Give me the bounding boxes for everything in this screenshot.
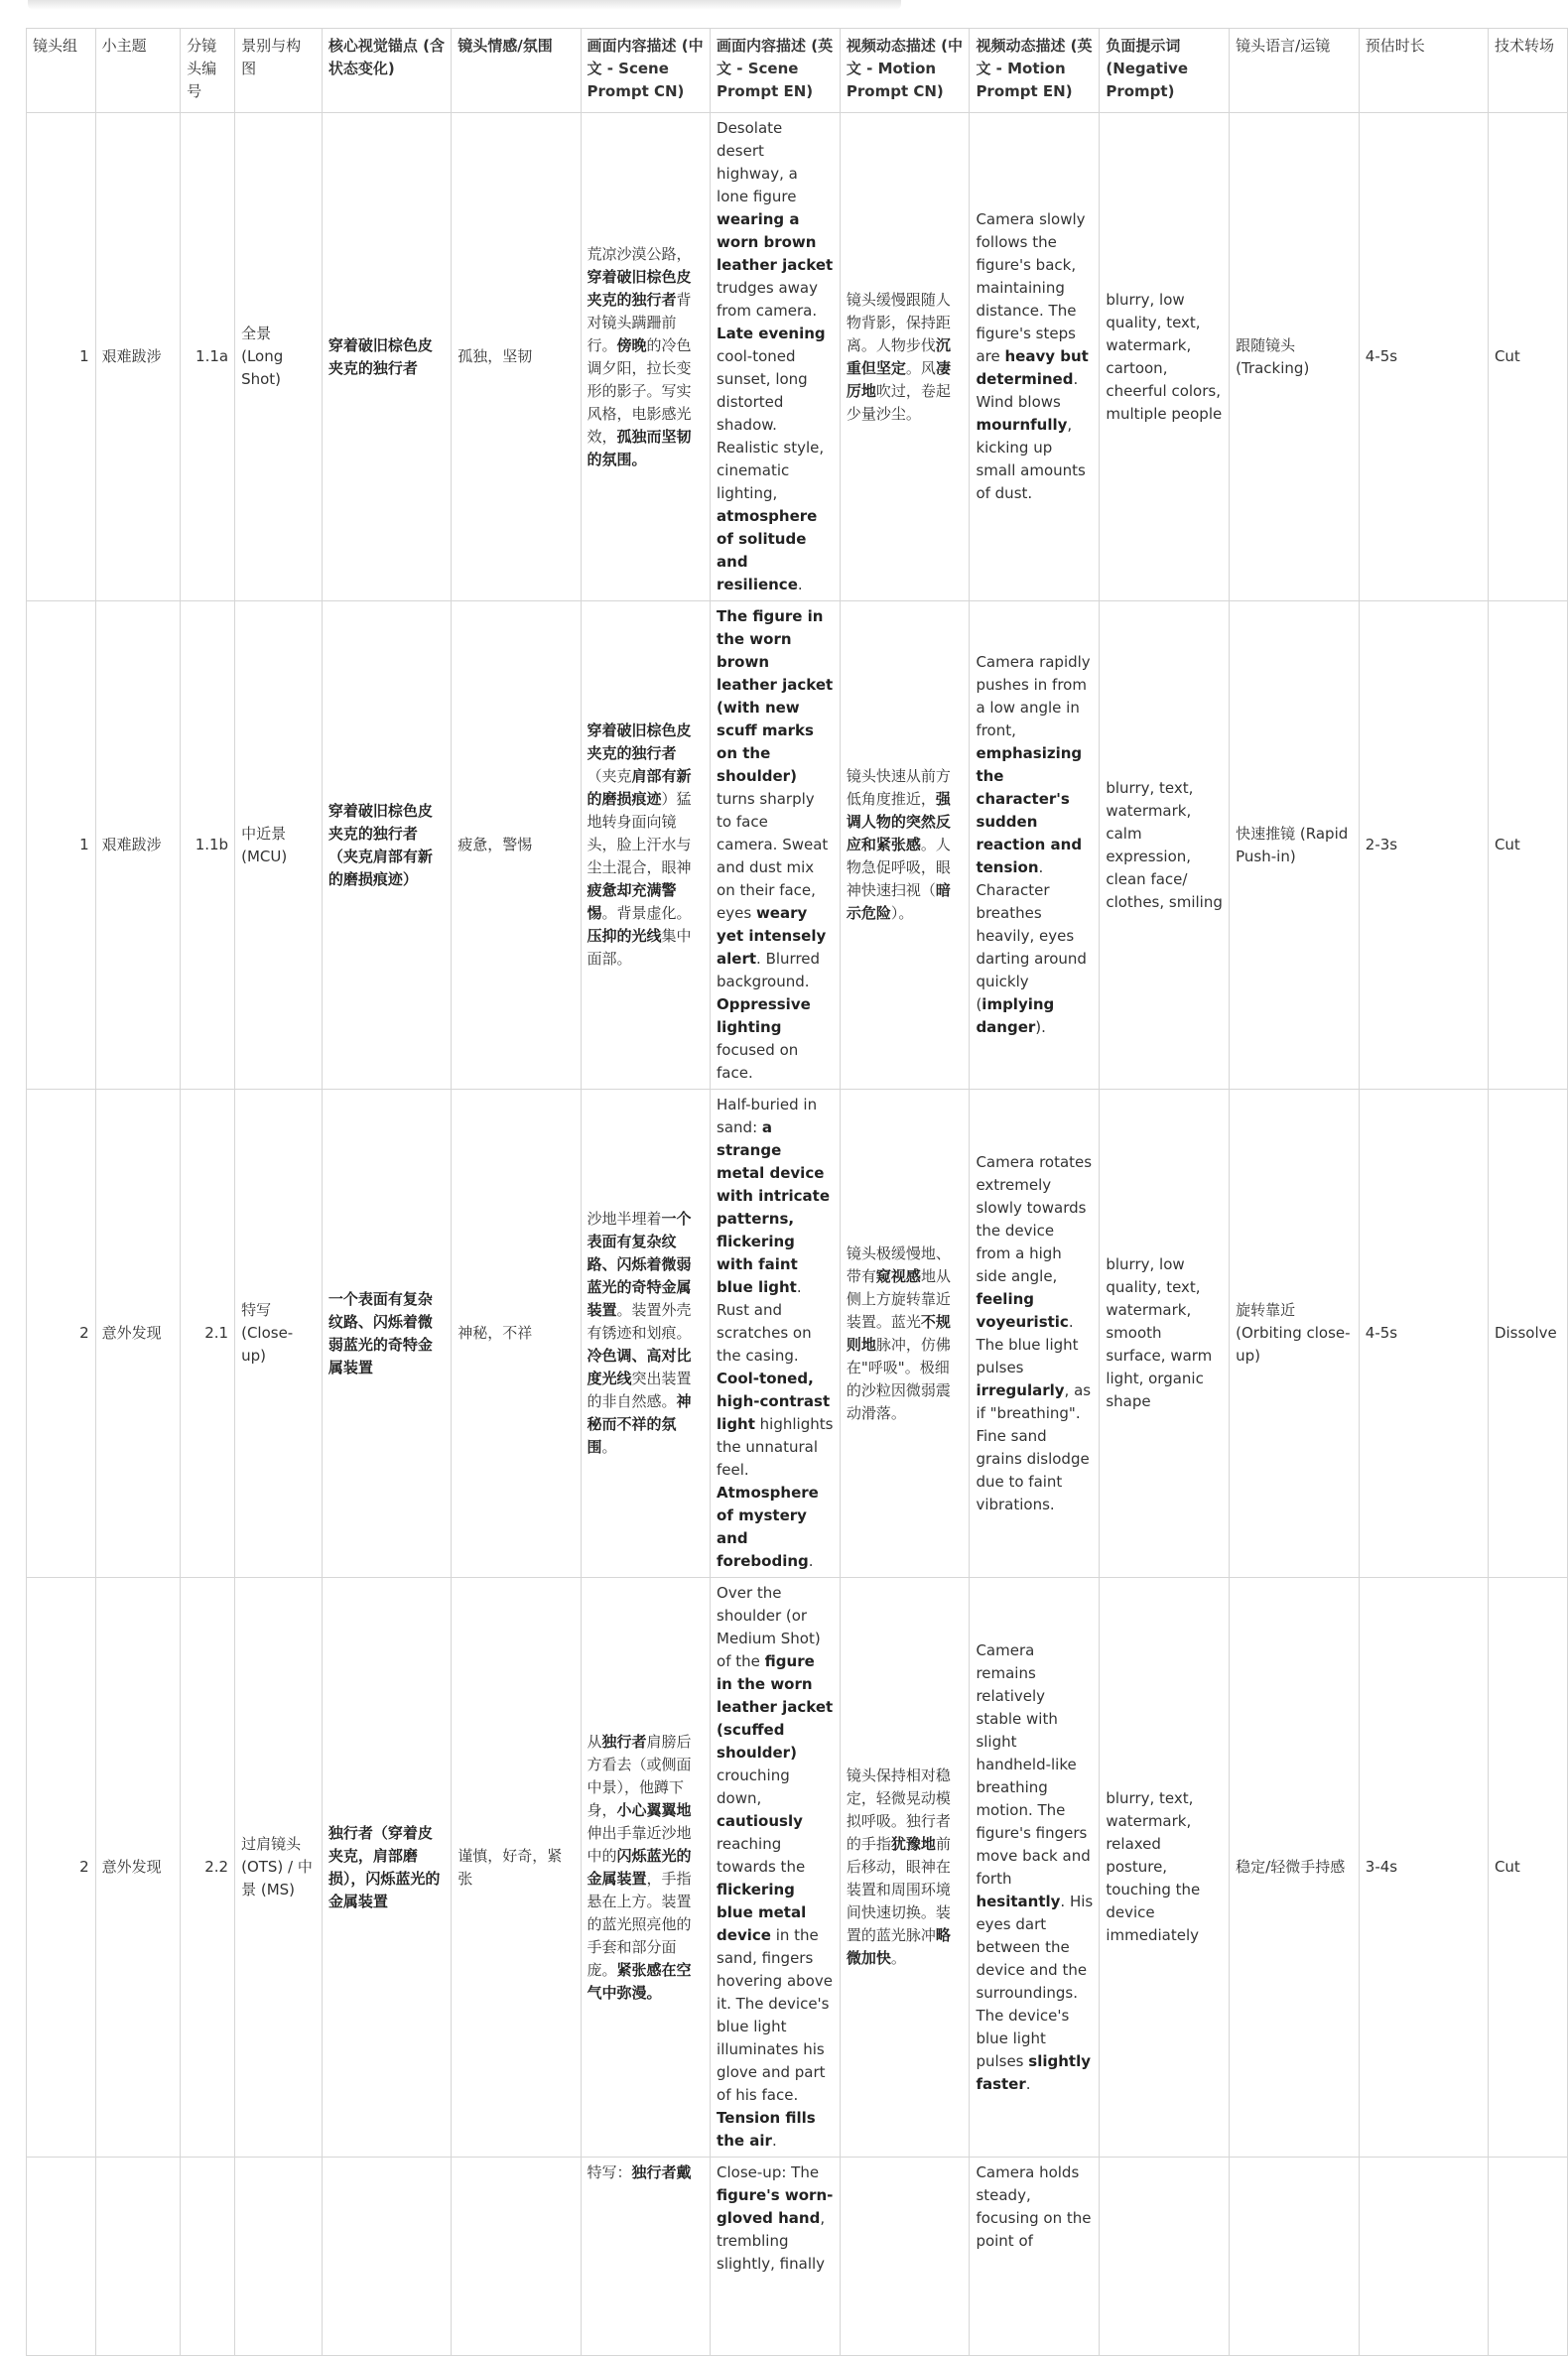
cell-anchor-text: 穿着破旧棕色皮夹克的独行者（夹克肩部有新的磨损痕迹） xyxy=(327,801,433,888)
cell-transition: Cut xyxy=(1488,601,1567,1090)
header-shot-id: 分镜头编号 xyxy=(181,29,235,113)
cell-framing xyxy=(235,2158,323,2356)
plain-text: 吹过，卷起少量沙尘。 xyxy=(846,381,951,423)
cell-scene-cn xyxy=(581,1090,711,1578)
plain-text: 镜头快速从前方低角度推近， xyxy=(846,767,951,808)
emphasis-text: 穿着破旧棕色皮夹克的独行者 xyxy=(587,267,692,309)
emphasis-text: figure in the worn leather jacket (scuffed shoulder) xyxy=(717,1652,834,1762)
plain-text: . Wind blows xyxy=(976,370,1079,411)
plain-text: in the sand, fingers hovering above it. The device's blue light illuminates his glove and part of his face. xyxy=(717,1926,833,2104)
plain-text: reaching towards the xyxy=(717,1835,806,1876)
emphasis-text: slightly faster xyxy=(976,2051,1091,2093)
emphasis-text: 略微加快 xyxy=(846,1926,951,1967)
cell-framing: 中近景 (MCU) xyxy=(235,601,323,1090)
cell-framing: 过肩镜头 (OTS) / 中景 (MS) xyxy=(235,1578,323,2158)
cell-anchor-text: 穿着破旧棕色皮夹克的独行者 xyxy=(327,335,433,377)
cell-group: 2 xyxy=(27,1578,96,2158)
table-row xyxy=(27,2158,1568,2356)
cell-negative: blurry, text, watermark, calm expression, clean face/ clothes, smiling xyxy=(1100,601,1230,1090)
cell-framing: 特写 (Close-up) xyxy=(235,1090,323,1578)
cell-transition: Cut xyxy=(1488,1578,1567,2158)
emphasis-text: feeling voyeuristic xyxy=(976,1289,1069,1331)
plain-text: highlights the unnatural feel. xyxy=(717,1415,834,1479)
plain-text: 从 xyxy=(587,1732,602,1751)
cell-shot-id: 1.1a xyxy=(181,113,235,601)
header-negative: 负面提示词 (Negative Prompt) xyxy=(1100,29,1230,113)
emphasis-text: 不规则地 xyxy=(846,1312,951,1354)
cell-shot-id: 1.1b xyxy=(181,601,235,1090)
cell-anchor xyxy=(322,601,451,1090)
cell-motion-en xyxy=(970,113,1100,601)
emphasis-text: 冷色调、高对比度光线 xyxy=(587,1347,692,1387)
plain-text: . The blue light pulses xyxy=(976,1312,1079,1376)
cell-motion-en xyxy=(970,601,1100,1090)
cell-scene-en xyxy=(711,1090,841,1578)
header-motion-cn: 视频动态描述 (中文 - Motion Prompt CN) xyxy=(840,29,970,113)
cell-duration: 2-3s xyxy=(1359,601,1488,1090)
plain-text: 。 xyxy=(601,1438,617,1456)
emphasis-text: 独行者 xyxy=(601,1732,647,1751)
cell-anchor xyxy=(322,1090,451,1578)
cell-transition xyxy=(1488,2158,1567,2356)
cell-motion-en xyxy=(970,1578,1100,2158)
cell-duration: 4-5s xyxy=(1359,113,1488,601)
plain-text: . xyxy=(797,576,803,593)
emphasis-text: implying danger xyxy=(976,995,1055,1036)
header-mood: 镜头情感/氛围 xyxy=(452,29,581,113)
table-row xyxy=(27,601,1568,1090)
header-topic: 小主题 xyxy=(95,29,181,113)
plain-text: 脉冲，仿佛在"呼吸"。极细的沙粒因微弱震动滑落。 xyxy=(846,1335,951,1422)
emphasis-text: 肩部有新的磨损痕迹 xyxy=(587,767,692,808)
plain-text: 。风 xyxy=(905,358,936,377)
cell-motion-cn xyxy=(840,113,970,601)
cell-duration: 4-5s xyxy=(1359,1090,1488,1578)
cell-anchor-text: 一个表面有复杂纹路、闪烁着微弱蓝光的奇特金属装置 xyxy=(327,1289,433,1376)
cell-topic: 意外发现 xyxy=(95,1090,181,1578)
cell-negative xyxy=(1100,2158,1230,2356)
plain-text: . Rust and scratches on the casing. xyxy=(717,1278,812,1365)
emphasis-text: 傍晚 xyxy=(616,335,647,354)
emphasis-text: 窥视感 xyxy=(875,1266,921,1285)
cell-mood: 孤独，坚韧 xyxy=(452,113,581,601)
emphasis-text: 穿着破旧棕色皮夹克的独行者 xyxy=(587,721,692,762)
cell-negative: blurry, low quality, text, watermark, cartoon, cheerful colors, multiple people xyxy=(1100,113,1230,601)
emphasis-text: atmosphere of solitude and resilience xyxy=(717,507,818,593)
cell-motion-en xyxy=(970,2158,1100,2356)
cell-shot-id: 2.1 xyxy=(181,1090,235,1578)
header-motion-en: 视频动态描述 (英文 - Motion Prompt EN) xyxy=(970,29,1100,113)
cell-mood xyxy=(452,2158,581,2356)
cell-anchor xyxy=(322,2158,451,2356)
cell-motion-en xyxy=(970,1090,1100,1578)
table-row xyxy=(27,1090,1568,1578)
table-body xyxy=(27,113,1568,2356)
cell-group: 2 xyxy=(27,1090,96,1578)
plain-text: Close-up: The xyxy=(717,2163,820,2181)
plain-text: 集中面部。 xyxy=(587,927,692,968)
emphasis-text: 犹豫地 xyxy=(890,1835,936,1853)
plain-text: , trembling slightly, finally xyxy=(717,2209,826,2273)
plain-text: ）猛地转身面向镜头，脸上汗水与尘土混合，眼神 xyxy=(587,790,692,876)
plain-text: 突出装置的非自然感。 xyxy=(587,1370,692,1410)
cell-mood: 神秘，不祥 xyxy=(452,1090,581,1578)
cell-topic: 意外发现 xyxy=(95,1578,181,2158)
emphasis-text: 闪烁蓝光的金属装置 xyxy=(587,1846,692,1888)
emphasis-text: Atmosphere of mystery and foreboding xyxy=(717,1484,819,1570)
plain-text: 镜头保持相对稳定，轻微晃动模拟呼吸。独行者的手指 xyxy=(846,1767,951,1853)
cell-camera: 旋转靠近 (Orbiting close-up) xyxy=(1230,1090,1360,1578)
plain-text: 。人物急促呼吸，眼神快速扫视（ xyxy=(846,836,951,899)
plain-text: 特写： xyxy=(587,2163,632,2181)
emphasis-text: flickering blue metal device xyxy=(717,1881,807,1944)
emphasis-text: a strange metal device with intricate patterns, flickering with faint blue light xyxy=(717,1118,830,1296)
cell-group xyxy=(27,2158,96,2356)
plain-text: 肩膀后方看去（或侧面中景），他蹲下身， xyxy=(587,1732,692,1819)
header-anchor: 核心视觉锚点 (含状态变化) xyxy=(322,29,451,113)
plain-text: cool-toned sunset, long distorted shadow. Realistic style, cinematic lighting, xyxy=(717,347,825,502)
cell-anchor-text: 独行者（穿着皮夹克，肩部磨损），闪烁蓝光的金属装置 xyxy=(327,1823,441,1910)
plain-text: Camera rotates extremely slowly towards the device from a high side angle, xyxy=(976,1152,1093,1285)
plain-text: Camera slowly follows the figure's back, maintaining distance. The figure's steps are xyxy=(976,210,1086,365)
plain-text: . xyxy=(771,2132,777,2150)
plain-text: ，手指悬在上方。装置的蓝光照亮他的手套和部分面庞。 xyxy=(587,1869,692,1979)
emphasis-text: 孤独而坚韧的氛围。 xyxy=(587,427,692,468)
emphasis-text: mournfully xyxy=(976,416,1068,434)
emphasis-text: figure's worn-gloved hand xyxy=(717,2186,834,2227)
plain-text: . xyxy=(808,1552,814,1570)
cell-scene-cn xyxy=(581,113,711,601)
plain-text: 。装置外壳有锈迹和划痕。 xyxy=(587,1301,692,1342)
cell-scene-en xyxy=(711,113,841,601)
cell-scene-en xyxy=(711,601,841,1090)
storyboard-table xyxy=(26,28,1568,2356)
cell-transition: Cut xyxy=(1488,113,1567,601)
emphasis-text: 一个表面有复杂纹路、闪烁着微弱蓝光的奇特金属装置 xyxy=(587,1210,692,1319)
cell-scene-cn xyxy=(581,601,711,1090)
cell-camera xyxy=(1230,2158,1360,2356)
cell-camera: 稳定/轻微手持感 xyxy=(1230,1578,1360,2158)
cell-framing: 全景 (Long Shot) xyxy=(235,113,323,601)
plain-text: 沙地半埋着 xyxy=(587,1210,662,1228)
emphasis-text: 压抑的光线 xyxy=(587,927,662,945)
cell-anchor xyxy=(322,113,451,601)
plain-text: ）。 xyxy=(890,904,914,922)
plain-text: 镜头缓慢跟随人物背影，保持距离。人物步伐 xyxy=(846,290,951,354)
storyboard-table-container xyxy=(26,28,1568,2356)
cell-duration: 3-4s xyxy=(1359,1578,1488,2158)
cell-group: 1 xyxy=(27,113,96,601)
cell-topic: 艰难跋涉 xyxy=(95,113,181,601)
header-duration: 预估时长 xyxy=(1359,29,1488,113)
emphasis-text: 紧张感在空气中弥漫。 xyxy=(587,1960,692,2002)
plain-text: 伸出手靠近沙地中的 xyxy=(587,1823,692,1865)
cell-scene-cn xyxy=(581,1578,711,2158)
plain-text: （夹克 xyxy=(587,767,632,785)
emphasis-text: 独行者戴 xyxy=(631,2163,692,2181)
emphasis-text: heavy but determined xyxy=(976,347,1089,388)
plain-text: 地从侧上方旋转靠近装置。蓝光 xyxy=(846,1266,951,1331)
emphasis-text: 神秘而不祥的氛围 xyxy=(587,1392,692,1456)
cell-topic: 艰难跋涉 xyxy=(95,601,181,1090)
plain-text: focused on face. xyxy=(717,1041,799,1082)
cell-group: 1 xyxy=(27,601,96,1090)
emphasis-text: emphasizing the character's sudden reaction and tension xyxy=(976,744,1083,876)
plain-text: . His eyes dart between the device and the surroundings. The device's blue light pulses xyxy=(976,1892,1094,2070)
cell-mood: 疲惫，警惕 xyxy=(452,601,581,1090)
plain-text: , kicking up small amounts of dust. xyxy=(976,416,1086,502)
cell-negative: blurry, text, watermark, relaxed posture, touching the device immediately xyxy=(1100,1578,1230,2158)
cell-anchor xyxy=(322,1578,451,2158)
emphasis-text: Late evening xyxy=(717,325,826,342)
plain-text: . Blurred background. xyxy=(717,950,821,990)
plain-text: 。背景虚化。 xyxy=(601,904,692,922)
cell-mood: 谨慎，好奇，紧张 xyxy=(452,1578,581,2158)
emphasis-text: 强调人物的突然反应和紧张感 xyxy=(846,790,951,853)
plain-text: ). xyxy=(1035,1018,1046,1036)
emphasis-text: hesitantly xyxy=(976,1892,1061,1910)
cell-camera: 快速推镜 (Rapid Push-in) xyxy=(1230,601,1360,1090)
plain-text: Desolate desert highway, a lone figure xyxy=(717,119,798,205)
cell-scene-en xyxy=(711,2158,841,2356)
emphasis-text: cautiously xyxy=(717,1812,803,1830)
plain-text: Camera remains relatively stable with slight handheld-like breathing motion. The figure's fingers move back and forth xyxy=(976,1640,1091,1888)
plain-text: crouching down, xyxy=(717,1767,790,1807)
emphasis-text: 疲惫却充满警惕 xyxy=(587,881,677,922)
header-scene-cn: 画面内容描述 (中文 - Scene Prompt CN) xyxy=(581,29,711,113)
plain-text: . Character breathes heavily, eyes darting around quickly ( xyxy=(976,858,1087,1013)
plain-text: Half-buried in sand: xyxy=(717,1096,818,1136)
plain-text: 前后移动，眼神在装置和周围环境间快速切换。装置的蓝光脉冲 xyxy=(846,1835,951,1944)
plain-text: turns sharply to face camera. Sweat and dust mix on their face, eyes xyxy=(717,790,829,922)
header-camera: 镜头语言/运镜 xyxy=(1230,29,1360,113)
emphasis-text: Oppressive lighting xyxy=(717,995,811,1036)
emphasis-text: 小心翼翼地 xyxy=(616,1800,692,1819)
emphasis-text: The figure in the worn brown leather jacket (with new scuff marks on the shoulder) xyxy=(717,607,834,785)
plain-text: 背对镜头蹒跚前行。 xyxy=(587,290,692,354)
cell-negative: blurry, low quality, text, watermark, smooth surface, warm light, organic shape xyxy=(1100,1090,1230,1578)
header-row xyxy=(27,29,1568,113)
plain-text: . xyxy=(1025,2074,1031,2093)
header-framing: 景别与构图 xyxy=(235,29,323,113)
emphasis-text: 沉重但坚定 xyxy=(846,335,951,377)
emphasis-text: Tension fills the air xyxy=(717,2109,816,2150)
plain-text: 的冷色调夕阳，拉长变形的影子。写实风格，电影感光效， xyxy=(587,335,692,446)
table-row xyxy=(27,1578,1568,2158)
plain-text: Camera holds steady, focusing on the point of xyxy=(976,2163,1092,2250)
cell-motion-cn xyxy=(840,1578,970,2158)
cell-scene-en xyxy=(711,1578,841,2158)
plain-text: 镜头极缓慢地、带有 xyxy=(846,1243,951,1285)
emphasis-text: Cool-toned, high-contrast light xyxy=(717,1370,831,1433)
emphasis-text: weary yet intensely alert xyxy=(717,904,827,968)
plain-text: trudges away from camera. xyxy=(717,279,818,320)
cell-transition: Dissolve xyxy=(1488,1090,1567,1578)
cell-motion-cn xyxy=(840,1090,970,1578)
plain-text: , as if "breathing". Fine sand grains dislodge due to faint vibrations. xyxy=(976,1380,1092,1513)
cell-duration xyxy=(1359,2158,1488,2356)
table-row xyxy=(27,113,1568,601)
emphasis-text: 暗示危险 xyxy=(846,881,951,922)
top-scroll-shadow xyxy=(28,0,901,10)
cell-shot-id: 2.2 xyxy=(181,1578,235,2158)
emphasis-text: irregularly xyxy=(976,1380,1065,1399)
emphasis-text: 凄厉地 xyxy=(846,358,951,400)
header-group: 镜头组 xyxy=(27,29,96,113)
plain-text: 。 xyxy=(890,1949,906,1967)
plain-text: Over the shoulder (or Medium Shot) of the xyxy=(717,1584,821,1670)
header-transition: 技术转场 xyxy=(1488,29,1567,113)
cell-scene-cn xyxy=(581,2158,711,2356)
plain-text: 荒凉沙漠公路， xyxy=(587,244,692,263)
cell-camera: 跟随镜头 (Tracking) xyxy=(1230,113,1360,601)
cell-motion-cn xyxy=(840,2158,970,2356)
cell-shot-id xyxy=(181,2158,235,2356)
emphasis-text: wearing a worn brown leather jacket xyxy=(717,210,834,274)
cell-motion-cn xyxy=(840,601,970,1090)
cell-topic xyxy=(95,2158,181,2356)
header-scene-en: 画面内容描述 (英文 - Scene Prompt EN) xyxy=(711,29,841,113)
plain-text: Camera rapidly pushes in from a low angle in front, xyxy=(976,653,1091,739)
